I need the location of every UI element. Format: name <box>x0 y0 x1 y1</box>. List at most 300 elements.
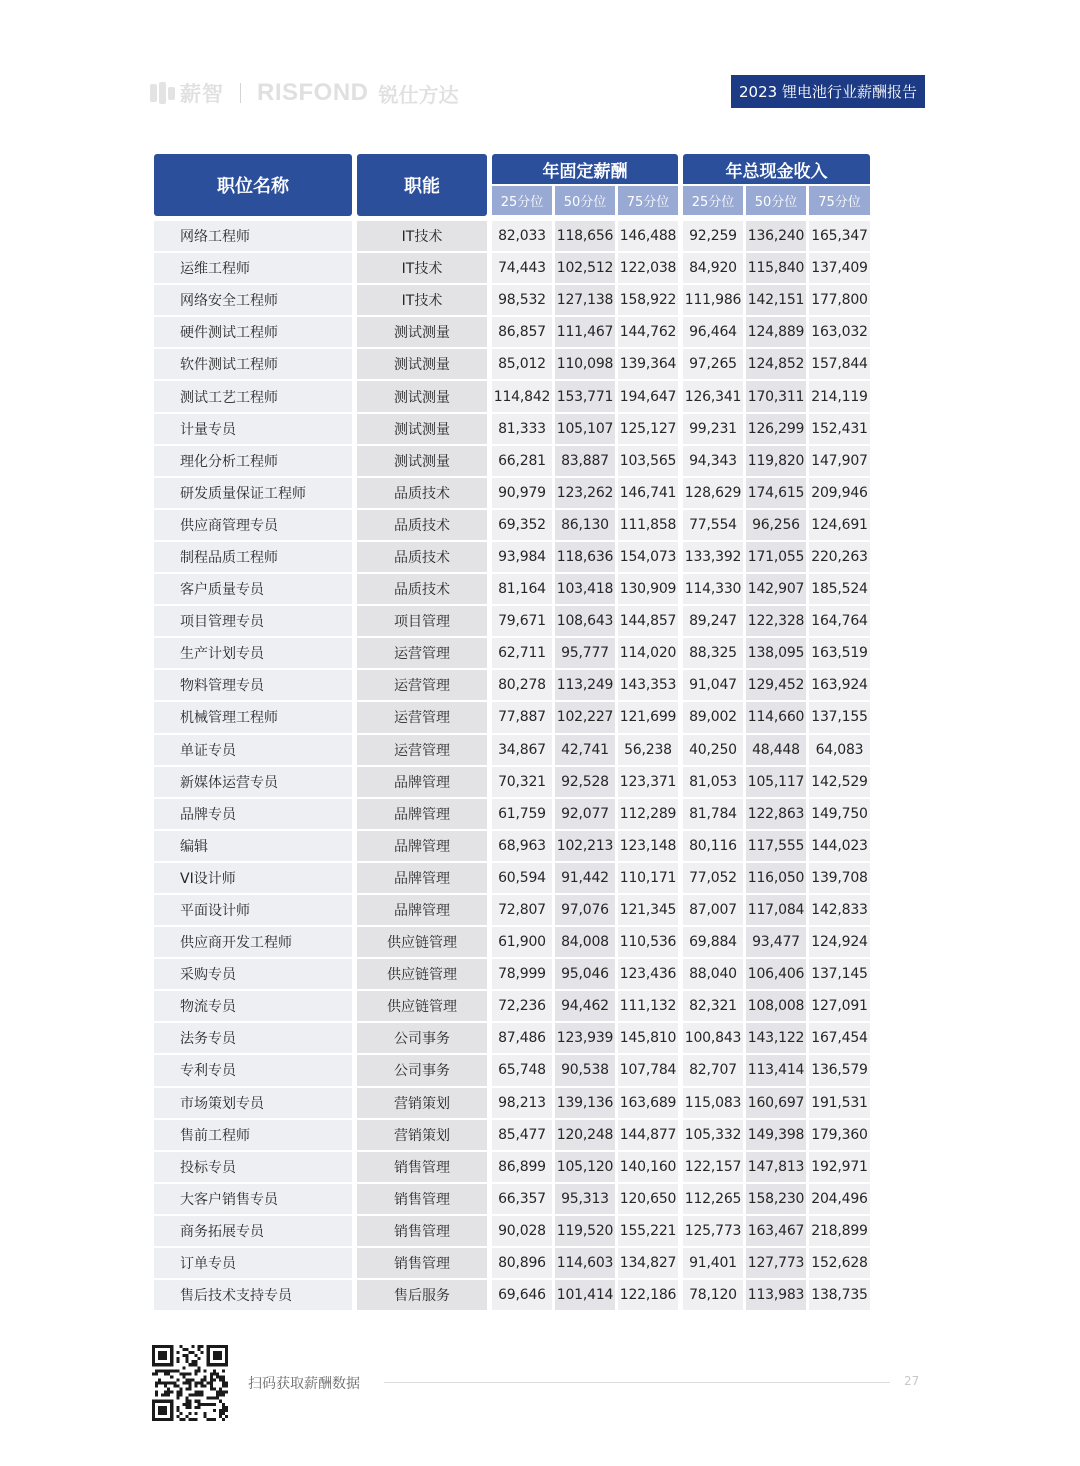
cell-function: 运营管理 <box>357 638 487 668</box>
cell-total-p25: 77,052 <box>683 863 743 893</box>
cell-total-p50: 143,122 <box>746 1023 806 1053</box>
table-row <box>154 413 870 445</box>
cell-fixed-p25: 85,477 <box>492 1120 552 1150</box>
cell-position-name: 物料管理专员 <box>154 670 352 700</box>
cell-fixed-p75: 158,922 <box>618 285 678 315</box>
cell-total-p50: 142,907 <box>746 574 806 604</box>
cell-position-name: 硬件测试工程师 <box>154 317 352 347</box>
cell-function: 测试测量 <box>357 414 487 444</box>
cell-total-p25: 81,784 <box>683 799 743 829</box>
cell-total-p50: 48,448 <box>746 735 806 765</box>
table-row <box>154 1119 870 1151</box>
cell-total-p25: 40,250 <box>683 735 743 765</box>
cell-total-p75: 192,971 <box>809 1152 870 1182</box>
cell-total-p75: 142,529 <box>809 767 870 797</box>
cell-fixed-p50: 127,138 <box>555 285 615 315</box>
cell-fixed-p25: 80,278 <box>492 670 552 700</box>
cell-total-p75: 164,764 <box>809 606 870 636</box>
cell-total-p50: 122,863 <box>746 799 806 829</box>
cell-fixed-p50: 118,656 <box>555 221 615 251</box>
table-row <box>154 1087 870 1119</box>
cell-total-p75: 167,454 <box>809 1023 870 1053</box>
cell-position-name: 运维工程师 <box>154 253 352 283</box>
cell-fixed-p50: 91,442 <box>555 863 615 893</box>
cell-fixed-p25: 81,164 <box>492 574 552 604</box>
cell-fixed-p25: 85,012 <box>492 349 552 379</box>
cell-fixed-p75: 145,810 <box>618 1023 678 1053</box>
cell-fixed-p25: 77,887 <box>492 702 552 732</box>
cell-total-p25: 105,332 <box>683 1120 743 1150</box>
cell-total-p25: 133,392 <box>683 542 743 572</box>
cell-function: 销售管理 <box>357 1184 487 1214</box>
cell-fixed-p25: 72,807 <box>492 895 552 925</box>
table-row <box>154 573 870 605</box>
xinzhi-logo-text: 薪智 <box>180 82 224 106</box>
cell-fixed-p50: 102,213 <box>555 831 615 861</box>
cell-total-p25: 99,231 <box>683 414 743 444</box>
cell-fixed-p50: 102,512 <box>555 253 615 283</box>
cell-total-p25: 122,157 <box>683 1152 743 1182</box>
cell-total-p25: 112,265 <box>683 1184 743 1214</box>
cell-position-name: 理化分析工程师 <box>154 446 352 476</box>
cell-function: 测试测量 <box>357 446 487 476</box>
cell-total-p25: 89,002 <box>683 702 743 732</box>
cell-total-p50: 116,050 <box>746 863 806 893</box>
cell-fixed-p25: 69,352 <box>492 510 552 540</box>
cell-fixed-p50: 86,130 <box>555 510 615 540</box>
cell-function: 供应链管理 <box>357 991 487 1021</box>
table-row <box>154 701 870 733</box>
cell-position-name: 项目管理专员 <box>154 606 352 636</box>
cell-total-p25: 77,554 <box>683 510 743 540</box>
cell-total-p75: 127,091 <box>809 991 870 1021</box>
cell-fixed-p25: 69,646 <box>492 1280 552 1310</box>
cell-function: 测试测量 <box>357 349 487 379</box>
scan-hint-text: 扫码获取薪酬数据 <box>248 1376 360 1392</box>
cell-total-p50: 124,889 <box>746 317 806 347</box>
cell-function: 运营管理 <box>357 702 487 732</box>
cell-position-name: 订单专员 <box>154 1248 352 1278</box>
cell-fixed-p50: 110,098 <box>555 349 615 379</box>
cell-total-p25: 80,116 <box>683 831 743 861</box>
cell-total-p75: 139,708 <box>809 863 870 893</box>
cell-total-p25: 92,259 <box>683 221 743 251</box>
cell-total-p25: 91,047 <box>683 670 743 700</box>
cell-total-p50: 115,840 <box>746 253 806 283</box>
cell-fixed-p25: 60,594 <box>492 863 552 893</box>
cell-total-p75: 220,263 <box>809 542 870 572</box>
cell-fixed-p75: 114,020 <box>618 638 678 668</box>
cell-total-p25: 82,707 <box>683 1055 743 1085</box>
cell-function: IT技术 <box>357 253 487 283</box>
cell-total-p75: 137,155 <box>809 702 870 732</box>
header-annual-total-cash: 年总现金收入 <box>683 154 870 184</box>
cell-total-p75: 124,691 <box>809 510 870 540</box>
xinzhi-logo <box>150 78 224 108</box>
table-row <box>154 541 870 573</box>
cell-total-p75: 163,519 <box>809 638 870 668</box>
cell-fixed-p75: 123,148 <box>618 831 678 861</box>
cell-fixed-p50: 123,939 <box>555 1023 615 1053</box>
cell-fixed-p75: 122,186 <box>618 1280 678 1310</box>
cell-total-p50: 138,095 <box>746 638 806 668</box>
table-row <box>154 445 870 477</box>
cell-position-name: 网络安全工程师 <box>154 285 352 315</box>
table-body <box>154 220 870 1311</box>
cell-total-p50: 117,555 <box>746 831 806 861</box>
cell-total-p75: 152,628 <box>809 1248 870 1278</box>
cell-fixed-p50: 92,528 <box>555 767 615 797</box>
cell-total-p75: 204,496 <box>809 1184 870 1214</box>
cell-fixed-p75: 110,536 <box>618 927 678 957</box>
cell-fixed-p75: 144,877 <box>618 1120 678 1150</box>
risfond-logo-cn: 锐仕方达 <box>378 82 459 107</box>
cell-total-p50: 105,117 <box>746 767 806 797</box>
cell-fixed-p75: 139,364 <box>618 349 678 379</box>
cell-total-p25: 69,884 <box>683 927 743 957</box>
table-row <box>154 766 870 798</box>
cell-fixed-p25: 98,532 <box>492 285 552 315</box>
cell-position-name: 品牌专员 <box>154 799 352 829</box>
cell-fixed-p75: 154,073 <box>618 542 678 572</box>
cell-function: 售后服务 <box>357 1280 487 1310</box>
cell-fixed-p50: 105,120 <box>555 1152 615 1182</box>
cell-function: 项目管理 <box>357 606 487 636</box>
cell-total-p50: 126,299 <box>746 414 806 444</box>
cell-position-name: 售后技术支持专员 <box>154 1280 352 1310</box>
cell-total-p50: 129,452 <box>746 670 806 700</box>
cell-position-name: 单证专员 <box>154 735 352 765</box>
table-row <box>154 926 870 958</box>
cell-fixed-p75: 146,741 <box>618 478 678 508</box>
cell-fixed-p25: 34,867 <box>492 735 552 765</box>
cell-total-p75: 137,409 <box>809 253 870 283</box>
cell-fixed-p25: 90,028 <box>492 1216 552 1246</box>
cell-function: 品牌管理 <box>357 799 487 829</box>
cell-total-p25: 128,629 <box>683 478 743 508</box>
cell-position-name: 法务专员 <box>154 1023 352 1053</box>
cell-total-p75: 152,431 <box>809 414 870 444</box>
cell-total-p75: 138,735 <box>809 1280 870 1310</box>
cell-total-p50: 147,813 <box>746 1152 806 1182</box>
cell-position-name: 机械管理工程师 <box>154 702 352 732</box>
cell-position-name: 商务拓展专员 <box>154 1216 352 1246</box>
table-row <box>154 348 870 380</box>
cell-fixed-p50: 118,636 <box>555 542 615 572</box>
cell-fixed-p25: 90,979 <box>492 478 552 508</box>
cell-fixed-p50: 103,418 <box>555 574 615 604</box>
cell-fixed-p50: 95,777 <box>555 638 615 668</box>
table-row <box>154 509 870 541</box>
subheader-total-p25: 25分位 <box>683 186 743 215</box>
cell-fixed-p50: 113,249 <box>555 670 615 700</box>
cell-fixed-p25: 78,999 <box>492 959 552 989</box>
cell-fixed-p25: 62,711 <box>492 638 552 668</box>
cell-position-name: 研发质量保证工程师 <box>154 478 352 508</box>
cell-total-p50: 122,328 <box>746 606 806 636</box>
cell-total-p50: 108,008 <box>746 991 806 1021</box>
cell-fixed-p75: 194,647 <box>618 381 678 411</box>
cell-total-p50: 174,615 <box>746 478 806 508</box>
table-row <box>154 252 870 284</box>
table-row <box>154 605 870 637</box>
cell-function: 供应链管理 <box>357 927 487 957</box>
cell-fixed-p25: 68,963 <box>492 831 552 861</box>
cell-total-p25: 126,341 <box>683 381 743 411</box>
cell-total-p50: 113,414 <box>746 1055 806 1085</box>
xinzhi-logo-icon <box>150 82 176 104</box>
cell-function: 测试测量 <box>357 381 487 411</box>
cell-total-p50: 127,773 <box>746 1248 806 1278</box>
cell-total-p50: 113,983 <box>746 1280 806 1310</box>
subheader-fixed-p25: 25分位 <box>492 186 552 215</box>
cell-total-p75: 218,899 <box>809 1216 870 1246</box>
cell-fixed-p75: 121,345 <box>618 895 678 925</box>
cell-total-p75: 177,800 <box>809 285 870 315</box>
cell-fixed-p75: 111,858 <box>618 510 678 540</box>
cell-position-name: 编辑 <box>154 831 352 861</box>
cell-fixed-p75: 123,436 <box>618 959 678 989</box>
cell-total-p25: 97,265 <box>683 349 743 379</box>
cell-total-p75: 185,524 <box>809 574 870 604</box>
subheader-fixed-p75: 75分位 <box>618 186 678 215</box>
cell-function: 营销策划 <box>357 1120 487 1150</box>
cell-function: 品牌管理 <box>357 895 487 925</box>
cell-position-name: 生产计划专员 <box>154 638 352 668</box>
cell-position-name: 计量专员 <box>154 414 352 444</box>
cell-function: 供应链管理 <box>357 959 487 989</box>
subheader-fixed-p50: 50分位 <box>555 186 615 215</box>
cell-fixed-p75: 107,784 <box>618 1055 678 1085</box>
cell-total-p25: 115,083 <box>683 1088 743 1118</box>
cell-fixed-p50: 114,603 <box>555 1248 615 1278</box>
cell-fixed-p75: 112,289 <box>618 799 678 829</box>
cell-fixed-p25: 86,899 <box>492 1152 552 1182</box>
cell-position-name: 新媒体运营专员 <box>154 767 352 797</box>
cell-function: 运营管理 <box>357 735 487 765</box>
header-annual-fixed-pay: 年固定薪酬 <box>492 154 678 184</box>
cell-total-p25: 87,007 <box>683 895 743 925</box>
cell-total-p75: 179,360 <box>809 1120 870 1150</box>
cell-fixed-p50: 42,741 <box>555 735 615 765</box>
cell-fixed-p25: 98,213 <box>492 1088 552 1118</box>
cell-fixed-p75: 163,689 <box>618 1088 678 1118</box>
cell-position-name: 供应商管理专员 <box>154 510 352 540</box>
cell-function: IT技术 <box>357 221 487 251</box>
cell-fixed-p75: 120,650 <box>618 1184 678 1214</box>
cell-fixed-p25: 74,443 <box>492 253 552 283</box>
cell-total-p75: 124,924 <box>809 927 870 957</box>
cell-fixed-p25: 82,033 <box>492 221 552 251</box>
cell-total-p50: 96,256 <box>746 510 806 540</box>
cell-fixed-p25: 86,857 <box>492 317 552 347</box>
cell-total-p50: 170,311 <box>746 381 806 411</box>
cell-total-p75: 214,119 <box>809 381 870 411</box>
cell-function: 品牌管理 <box>357 831 487 861</box>
cell-fixed-p75: 122,038 <box>618 253 678 283</box>
cell-function: 运营管理 <box>357 670 487 700</box>
cell-total-p25: 82,321 <box>683 991 743 1021</box>
table-row <box>154 1022 870 1054</box>
cell-total-p25: 111,986 <box>683 285 743 315</box>
cell-fixed-p25: 80,896 <box>492 1248 552 1278</box>
cell-fixed-p75: 144,762 <box>618 317 678 347</box>
table-row <box>154 316 870 348</box>
cell-fixed-p75: 121,699 <box>618 702 678 732</box>
footer-divider <box>384 1382 890 1383</box>
cell-fixed-p75: 130,909 <box>618 574 678 604</box>
cell-fixed-p50: 153,771 <box>555 381 615 411</box>
cell-fixed-p75: 143,353 <box>618 670 678 700</box>
header-function: 职能 <box>357 154 487 216</box>
table-row <box>154 734 870 766</box>
cell-total-p25: 100,843 <box>683 1023 743 1053</box>
table-row <box>154 284 870 316</box>
table-row <box>154 830 870 862</box>
cell-total-p75: 137,145 <box>809 959 870 989</box>
table-row <box>154 1054 870 1086</box>
cell-function: 销售管理 <box>357 1152 487 1182</box>
cell-function: 品牌管理 <box>357 767 487 797</box>
cell-function: 营销策划 <box>357 1088 487 1118</box>
table-row <box>154 380 870 412</box>
cell-fixed-p50: 102,227 <box>555 702 615 732</box>
cell-fixed-p25: 79,671 <box>492 606 552 636</box>
cell-total-p50: 160,697 <box>746 1088 806 1118</box>
cell-fixed-p50: 123,262 <box>555 478 615 508</box>
cell-position-name: 采购专员 <box>154 959 352 989</box>
cell-fixed-p75: 56,238 <box>618 735 678 765</box>
header-position-name: 职位名称 <box>154 154 352 216</box>
cell-position-name: 大客户销售专员 <box>154 1184 352 1214</box>
cell-total-p75: 144,023 <box>809 831 870 861</box>
table-row <box>154 669 870 701</box>
cell-total-p25: 81,053 <box>683 767 743 797</box>
cell-position-name: 客户质量专员 <box>154 574 352 604</box>
table-row <box>154 862 870 894</box>
cell-fixed-p25: 114,842 <box>492 381 552 411</box>
qr-code-icon[interactable] <box>152 1345 228 1421</box>
cell-function: 测试测量 <box>357 317 487 347</box>
cell-fixed-p50: 84,008 <box>555 927 615 957</box>
subheader-total-p75: 75分位 <box>809 186 870 215</box>
cell-position-name: 制程品质工程师 <box>154 542 352 572</box>
cell-fixed-p50: 95,046 <box>555 959 615 989</box>
cell-total-p25: 88,040 <box>683 959 743 989</box>
cell-total-p25: 91,401 <box>683 1248 743 1278</box>
cell-fixed-p50: 111,467 <box>555 317 615 347</box>
cell-fixed-p50: 105,107 <box>555 414 615 444</box>
cell-total-p50: 158,230 <box>746 1184 806 1214</box>
cell-fixed-p25: 66,357 <box>492 1184 552 1214</box>
cell-fixed-p50: 108,643 <box>555 606 615 636</box>
cell-total-p50: 114,660 <box>746 702 806 732</box>
table-row <box>154 477 870 509</box>
cell-position-name: 供应商开发工程师 <box>154 927 352 957</box>
cell-fixed-p25: 70,321 <box>492 767 552 797</box>
cell-position-name: 测试工艺工程师 <box>154 381 352 411</box>
cell-fixed-p50: 83,887 <box>555 446 615 476</box>
cell-total-p75: 64,083 <box>809 735 870 765</box>
subheader-total-p50: 50分位 <box>746 186 806 215</box>
cell-total-p25: 96,464 <box>683 317 743 347</box>
cell-fixed-p25: 72,236 <box>492 991 552 1021</box>
cell-fixed-p75: 111,132 <box>618 991 678 1021</box>
table-row <box>154 990 870 1022</box>
cell-total-p25: 88,325 <box>683 638 743 668</box>
salary-table <box>154 154 870 1311</box>
cell-fixed-p50: 90,538 <box>555 1055 615 1085</box>
cell-fixed-p50: 120,248 <box>555 1120 615 1150</box>
table-row <box>154 798 870 830</box>
cell-function: 品牌管理 <box>357 863 487 893</box>
table-row <box>154 1215 870 1247</box>
cell-total-p75: 165,347 <box>809 221 870 251</box>
cell-total-p25: 125,773 <box>683 1216 743 1246</box>
cell-fixed-p50: 97,076 <box>555 895 615 925</box>
table-row <box>154 220 870 252</box>
cell-function: 销售管理 <box>357 1216 487 1246</box>
cell-total-p50: 119,820 <box>746 446 806 476</box>
cell-fixed-p25: 61,759 <box>492 799 552 829</box>
table-row <box>154 894 870 926</box>
table-row <box>154 1247 870 1279</box>
report-title-badge: 2023 锂电池行业薪酬报告 <box>731 75 925 108</box>
cell-total-p50: 149,398 <box>746 1120 806 1150</box>
cell-fixed-p75: 125,127 <box>618 414 678 444</box>
cell-total-p25: 89,247 <box>683 606 743 636</box>
cell-total-p75: 163,032 <box>809 317 870 347</box>
cell-total-p50: 93,477 <box>746 927 806 957</box>
cell-fixed-p75: 146,488 <box>618 221 678 251</box>
cell-fixed-p50: 95,313 <box>555 1184 615 1214</box>
risfond-logo-latin: RISFOND <box>257 79 369 106</box>
cell-position-name: 物流专员 <box>154 991 352 1021</box>
cell-total-p75: 149,750 <box>809 799 870 829</box>
table-row <box>154 637 870 669</box>
cell-position-name: VI设计师 <box>154 863 352 893</box>
cell-fixed-p75: 103,565 <box>618 446 678 476</box>
cell-function: IT技术 <box>357 285 487 315</box>
cell-position-name: 软件测试工程师 <box>154 349 352 379</box>
cell-position-name: 投标专员 <box>154 1152 352 1182</box>
cell-fixed-p50: 101,414 <box>555 1280 615 1310</box>
cell-function: 品质技术 <box>357 510 487 540</box>
cell-function: 品质技术 <box>357 574 487 604</box>
table-header <box>154 154 870 216</box>
cell-total-p50: 136,240 <box>746 221 806 251</box>
cell-total-p50: 171,055 <box>746 542 806 572</box>
table-row <box>154 1183 870 1215</box>
cell-fixed-p75: 110,171 <box>618 863 678 893</box>
cell-total-p75: 163,924 <box>809 670 870 700</box>
footer <box>152 1345 924 1425</box>
cell-fixed-p75: 140,160 <box>618 1152 678 1182</box>
cell-position-name: 市场策划专员 <box>154 1088 352 1118</box>
cell-fixed-p25: 93,984 <box>492 542 552 572</box>
cell-total-p50: 142,151 <box>746 285 806 315</box>
cell-total-p25: 84,920 <box>683 253 743 283</box>
cell-fixed-p25: 61,900 <box>492 927 552 957</box>
cell-total-p75: 136,579 <box>809 1055 870 1085</box>
cell-fixed-p25: 65,748 <box>492 1055 552 1085</box>
cell-total-p50: 163,467 <box>746 1216 806 1246</box>
table-row <box>154 1151 870 1183</box>
cell-fixed-p25: 81,333 <box>492 414 552 444</box>
cell-total-p75: 142,833 <box>809 895 870 925</box>
cell-total-p50: 124,852 <box>746 349 806 379</box>
cell-total-p75: 147,907 <box>809 446 870 476</box>
